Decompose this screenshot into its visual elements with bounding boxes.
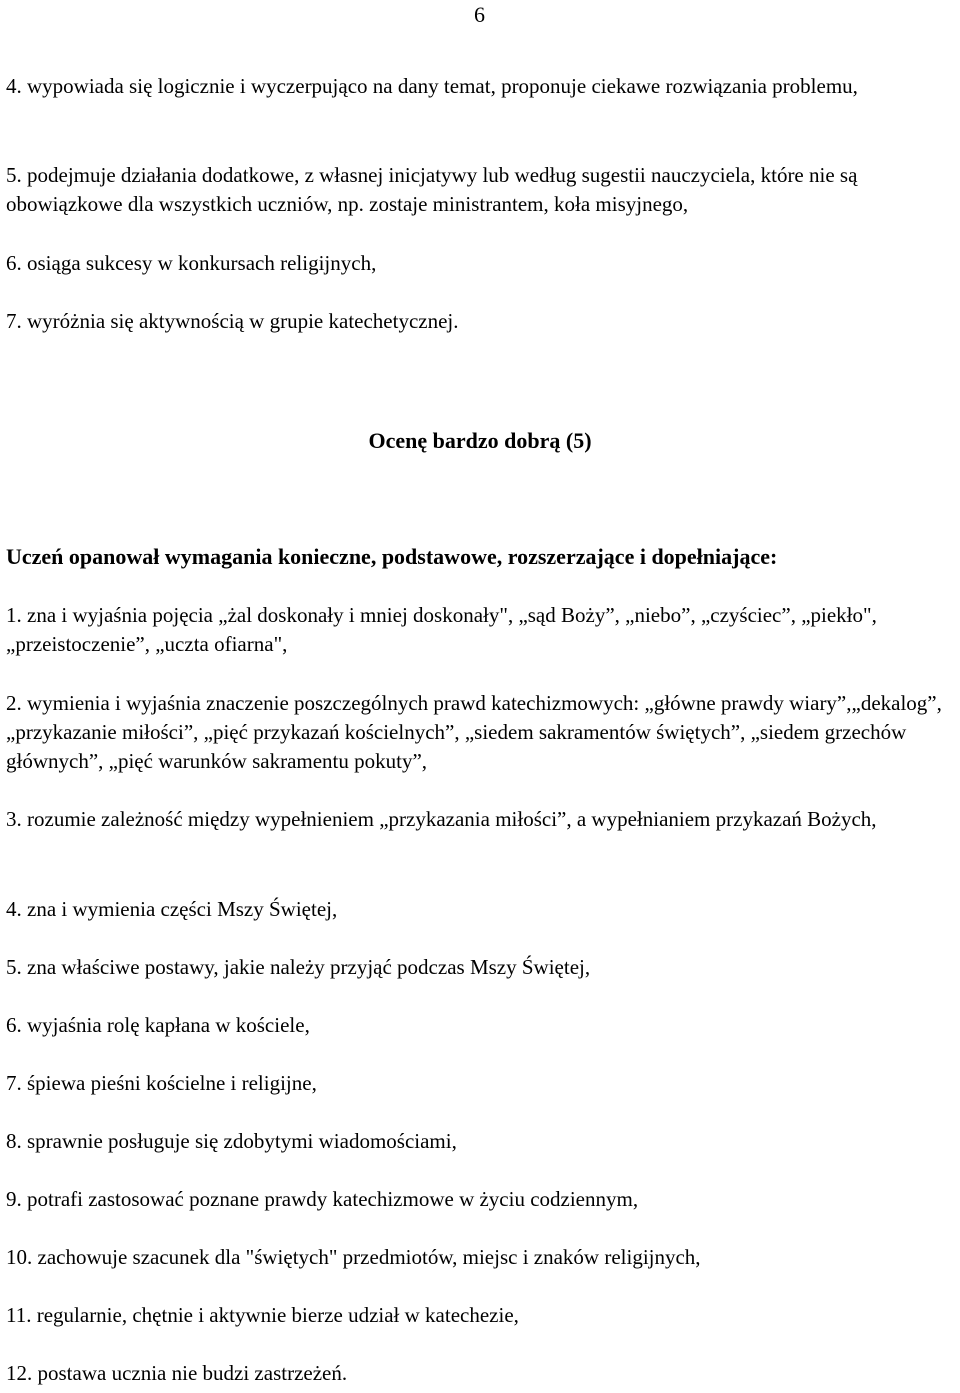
list-item-b10: 10. zachowuje szacunek dla "świętych" przedmiotów, miejsc i znaków religijnych, (6, 1245, 701, 1269)
list-item-b5: 5. zna właściwe postawy, jakie należy przyjąć podczas Mszy Świętej, (6, 955, 591, 979)
list-item-b2: 2. wymienia i wyjaśnia znaczenie poszczególnych prawd katechizmowych: „główne prawdy wiary”,„dekalog”, „przykazanie miłości”, „pięć przykazań kościelnych”, „siedem sakramentów świętych”, „siedem grzechów głównych”, „pięć warunków sakramentu pokuty”, (6, 691, 942, 773)
list-item-b1: 1. zna i wyjaśnia pojęcia „żal doskonały i mniej doskonały", „sąd Boży”, „niebo”, „czyściec”, „piekło",„przeistoczenie”, „uczta ofiarna", (6, 603, 877, 656)
list-item-b12: 12. postawa ucznia nie budzi zastrzeżeń. (6, 1361, 348, 1385)
list-item-b11: 11. regularnie, chętnie i aktywnie bierze udział w katechezie, (6, 1303, 519, 1327)
list-item-b8: 8. sprawnie posługuje się zdobytymi wiadomościami, (6, 1129, 457, 1153)
grade-heading: Ocenę bardzo dobrą (5) (368, 428, 592, 453)
list-item-b3: 3. rozumie zależność między wypełnieniem „przykazania miłości”, a wypełnianiem przykazań Bożych, (6, 807, 877, 831)
list-item-a5: 5. podejmuje działania dodatkowe, z własnej inicjatywy lub według sugestii nauczyciela, które nie są obowiązkowe dla wszystkich uczniów, np. zostaje ministrantem, koła misyjnego, (6, 163, 858, 216)
list-item-b7: 7. śpiewa pieśni kościelne i religijne, (6, 1071, 317, 1095)
page-number: 6 (474, 2, 485, 27)
list-item-b6: 6. wyjaśnia rolę kapłana w kościele, (6, 1013, 310, 1037)
list-item-a6: 6. osiąga sukcesy w konkursach religijnych, (6, 251, 377, 275)
list-item-a7: 7. wyróżnia się aktywnością w grupie katechetycznej. (6, 309, 459, 333)
list-item-a4: 4. wypowiada się logicznie i wyczerpująco na dany temat, proponuje ciekawe rozwiązania problemu, (6, 74, 858, 98)
list-item-b4: 4. zna i wymienia części Mszy Świętej, (6, 897, 338, 921)
requirements-heading: Uczeń opanował wymagania konieczne, podstawowe, rozszerzające i dopełniające: (6, 544, 778, 569)
list-item-b9: 9. potrafi zastosować poznane prawdy katechizmowe w życiu codziennym, (6, 1187, 639, 1211)
